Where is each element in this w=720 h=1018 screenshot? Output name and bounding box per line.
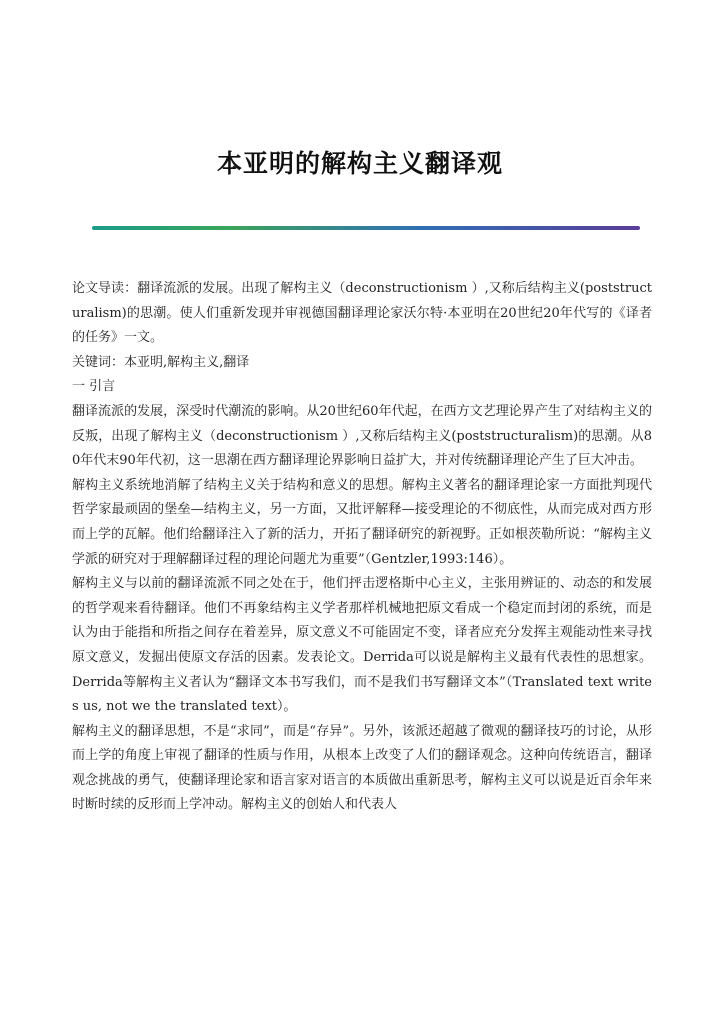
abstract-paragraph: 论文导读：翻译流派的发展。出现了解构主义（deconstructionism ）,又称后结构主义(poststructuralism)的思潮。使人们重新发现并审视德国翻译理论家沃尔特·本亚明在20世纪20年代写的《译者的任务》一文。 [72,281,652,346]
body-paragraph-4: 解构主义的翻译思想，不是“求同”，而是“存异”。另外，该派还超越了微观的翻译技巧的讨论，从形而上学的角度上审视了翻译的性质与作用，从根本上改变了人们的翻译观念。这种向传统语言，翻译观念挑战的勇气，使翻译理论家和语言家对语言的本质做出重新思考，解构主义可以说是近百余年来时断时续的反形而上学冲动。解构主义的创始人和代表人 [72,723,652,813]
paper-body [72,277,652,818]
body-paragraph-3: 解构主义与以前的翻译流派不同之处在于，他们抨击逻格斯中心主义，主张用辨证的、动态的和发展的哲学观来看待翻译。他们不再象结构主义学者那样机械地把原文看成一个稳定而封闭的系统，而是认为由于能指和所指之间存在着差异，原文意义不可能固定不变，译者应充分发挥主观能动性来寻找原文意义，发掘出使原文存活的因素。发表论文。Derrida可以说是解构主义最有代表性的思想家。Derrida等解构主义者认为“翻译文本书写我们，而不是我们书写翻译文本”（Translated text writes us, not we the translated text）。 [72,576,652,715]
body-paragraph-1: 翻译流派的发展，深受时代潮流的影响。从20世纪60年代起，在西方文艺理论界产生了对结构主义的反叛，出现了解构主义（deconstructionism ）,又称后结构主义(poststructuralism)的思潮。从80年代末90年代初，这一思潮在西方翻译理论界影响日益扩大，并对传统翻译理论产生了巨大冲击。 [72,403,652,469]
title-divider [92,226,640,230]
body-paragraph-2: 解构主义系统地消解了结构主义关于结构和意义的思想。解构主义著名的翻译理论家一方面批判现代哲学家最顽固的堡垒—结构主义，另一方面，又批评解释—接受理论的不彻底性，从而完成对西方形而上学的瓦解。他们给翻译注入了新的活力，开拓了翻译研究的新视野。正如根茨勒所说：“解构主义学派的研究对于理解翻译过程的理论问题尤为重要”（Gentzler,1993:146）。 [72,477,652,567]
keywords-line: 关键词：本亚明,解构主义,翻译 [72,354,250,370]
section-heading: 一 引言 [72,379,116,395]
paper-title: 本亚明的解构主义翻译观 [216,149,503,178]
